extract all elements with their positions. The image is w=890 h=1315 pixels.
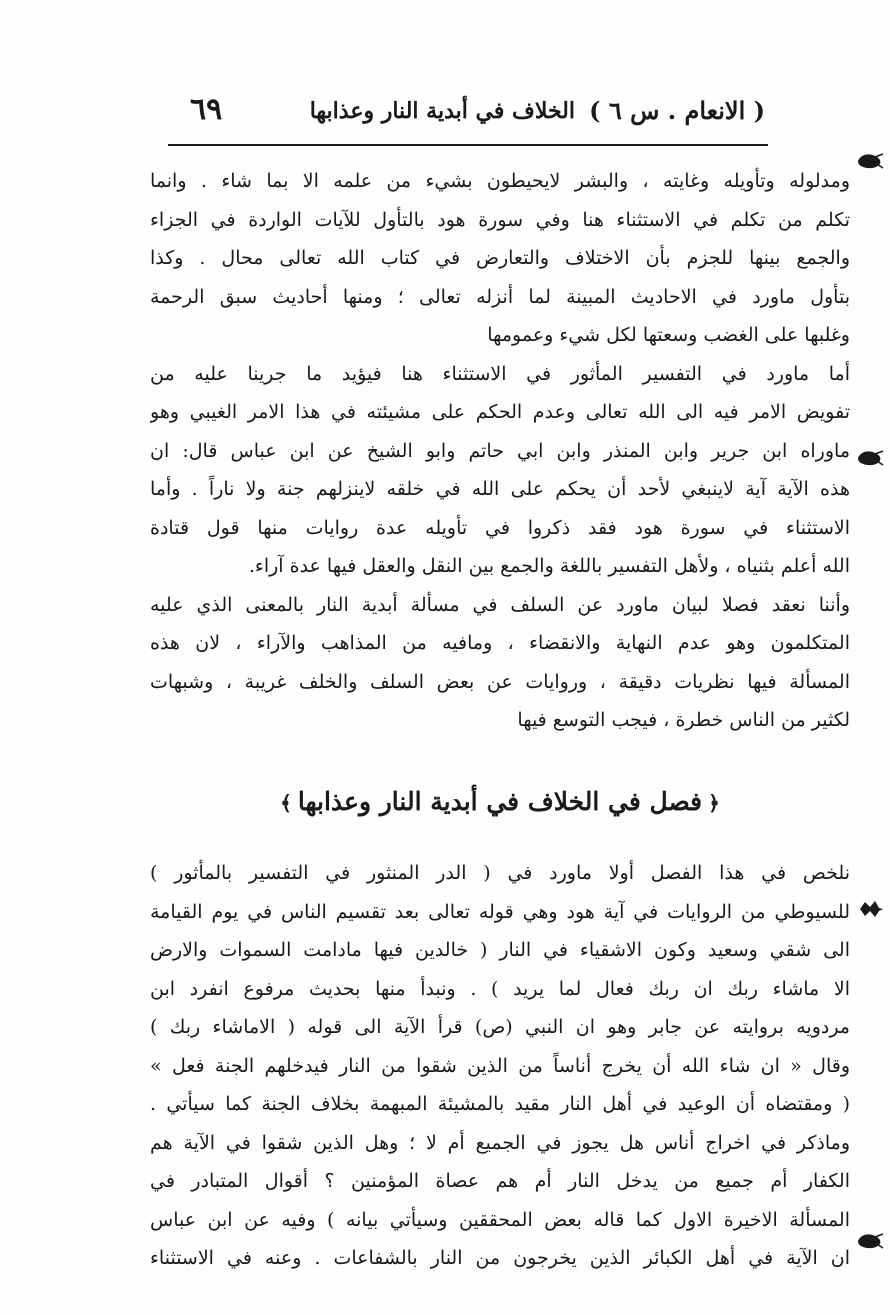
text-line: ان الآية في أهل الكبائر الذين يخرجون من النار بالشفاعات . وعنه في الاستثناء — [150, 1247, 850, 1269]
text-line: الكفار أم جميع من يدخل النار أم هم عصاة المؤمنين ؟ أقوال المتبادر في — [150, 1170, 850, 1192]
text-line: تكلم من تكلم في الاستثناء هنا وفي سورة هود بالتأول للآيات الواردة في الجزاء — [150, 208, 850, 231]
text-line: بتأول ماورد في الاحاديث المبينة لما أنزله تعالى ؛ ومنها أحاديث سبق الرحمة — [150, 285, 850, 308]
text-line: نلخص في هذا الفصل أولا ماورد في ( الدر المنثور في التفسير بالمأثور ) — [150, 862, 850, 884]
text-line: لكثير من الناس خطرة ، فيجب التوسع فيها — [517, 709, 850, 731]
text-line: وقال « ان شاء الله أن يخرج أناساً من الذين شقوا من النار فيدخلهم الجنة فعل » — [150, 1054, 850, 1077]
section-heading-title: فصل في الخلاف في أبدية النار وعذابها — [297, 787, 703, 816]
text-line: ماوراه ابن جرير وابن المنذر وابن ابي حاتم وابو الشيخ عن ابن عباس قال: ان — [150, 439, 850, 462]
text-line: الله أعلم بثنياه ، ولأهل التفسير باللغة والجمع بين النقل والعقل فيها عدة آراء. — [248, 555, 850, 577]
text-line: هذه الآية آية لاينبغي لأحد أن يحكم على الله في خلقه لاينزلهم جنة ولا ناراً . وأما — [150, 478, 850, 500]
margin-mark-icon — [855, 1230, 885, 1252]
text-line: الا ماشاء ربك ان ربك فعال لما يريد ) . ونبدأ منها بحديث مرفوع انفرد ابن — [150, 977, 850, 1000]
text-line: المسألة فيها نظريات دقيقة ، وروايات عن بعض السلف والخلف غريبة ، وشبهات — [150, 670, 850, 693]
text-line: أما ماورد في التفسير المأثور في الاستثناء هنا فيؤيد ما جرينا عليه من — [150, 362, 850, 385]
heading-close-bracket: ﴾ — [280, 791, 292, 815]
text-line: الى شقي وسعيد وكون الاشقياء في النار ( خالدين فيها مادامت السموات والارض — [150, 939, 850, 961]
surah-reference: ( الانعام . س ٦ ) — [589, 96, 765, 125]
text-line: المسألة الاخيرة الاول كما قاله بعض المحققين وسيأتي بيانه ) وفيه عن ابن عباس — [150, 1208, 850, 1231]
text-line: والجمع بينها للجزم بأن الاختلاف والتعارض في كتاب الله تعالى محال . وكذا — [150, 247, 850, 269]
text-line: الاستثناء في سورة هود فقد ذكروا في تأويله عدة روايات منها قول قتادة — [150, 516, 850, 539]
page-number: ٦٩ — [190, 92, 223, 127]
text-line: للسيوطي من الروايات في آية هود وهي قوله تعالى بعد تقسيم الناس في يوم القيامة — [150, 900, 850, 923]
text-line: وأننا نعقد فصلا لبيان ماورد عن السلف في مسألة أبدية النار بالمعنى الذي عليه — [150, 593, 850, 616]
margin-mark-icon — [855, 447, 885, 469]
heading-open-bracket: ﴿ — [708, 791, 720, 815]
text-line: مردويه بروايته عن جابر وهو ان النبي (ص) قرأ الآية الى قوله ( الاماشاء ربك ) — [150, 1016, 850, 1038]
text-line: وغلبها على الغضب وسعتها لكل شيء وعمومها — [487, 324, 850, 346]
text-line: ( ومقتضاه أن الوعيد في أهل النار مقيد بالمشيئة المبهمة بخلاف الجنة كما سيأتي . — [150, 1093, 850, 1115]
body-text-before-heading — [150, 162, 850, 740]
text-line: المتكلمون وهو عدم النهاية والانقضاء ، ومافيه من المذاهب والآراء ، لان هذه — [150, 632, 850, 654]
running-title: الخلاف في أبدية النار وعذابها — [309, 98, 575, 124]
margin-mark-icon — [855, 898, 885, 920]
text-line: تفويض الامر فيه الى الله تعالى وعدم الحكم على مشيئته في هذا الامر الغيبي وهو — [150, 401, 850, 423]
text-line: وماذكر في اخراج أناس هل يجوز في الجميع أم لا ؛ وهل الذين شقوا في الآية هم — [150, 1131, 850, 1154]
margin-mark-icon — [855, 150, 885, 172]
running-header — [190, 92, 765, 140]
text-line: ومدلوله وتأويله وغايته ، والبشر لايحيطون بشيء من علمه الا بما شاء . وانما — [150, 170, 850, 192]
section-heading — [150, 780, 850, 824]
header-rule — [168, 144, 768, 146]
body-text-after-heading — [150, 854, 850, 1278]
